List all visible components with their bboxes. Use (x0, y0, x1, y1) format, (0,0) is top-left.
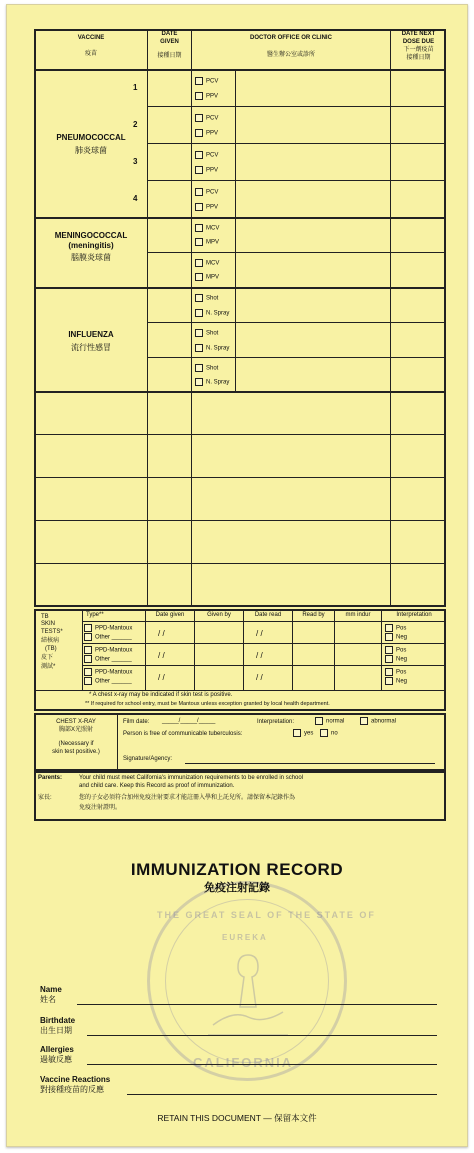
shot-checkbox[interactable] (195, 294, 203, 302)
pcv-checkbox[interactable] (195, 77, 203, 85)
document-title-zh: 免疫注射記錄 (204, 882, 270, 894)
signature-label: Signature/Agency: (123, 756, 173, 762)
vaccine-header-zh: 疫苗 (84, 51, 97, 57)
neg-checkbox[interactable] (385, 633, 393, 641)
tb-col-type: Type** (86, 612, 104, 618)
dose-number: 1 (133, 83, 138, 92)
tb-col-date-given: Date given (155, 612, 185, 618)
pcv-checkbox[interactable] (195, 151, 203, 159)
other-type-checkbox[interactable] (84, 677, 92, 685)
tb-col-mm-indur: mm indur (345, 612, 371, 618)
name-line[interactable] (77, 1004, 437, 1005)
abnormal-checkbox[interactable] (360, 717, 368, 725)
pos-checkbox[interactable] (385, 624, 393, 632)
next-dose-header: DATE NEXT (401, 31, 436, 37)
seal-top-text: THE GREAT SEAL OF THE STATE OF (157, 910, 376, 920)
tb-note-2: ** If required for school entry, must be Mantoux unless exception granted by local health department. (85, 701, 330, 707)
document-title: IMMUNIZATION RECORD (130, 860, 344, 879)
shot-checkbox[interactable] (195, 329, 203, 337)
tb-col-read-by: Read by (302, 612, 325, 618)
immunization-card: VACCINE 疫苗 DATE GIVEN 接種日期 DOCTOR OFFICE OR CLINIC 醫生辦公室或診所 DATE NEXT DOSE DUE 下一劑疫苗 接種日期 PNEUMOCOCCAL 肺炎球菌 1 2 3 4 PCV PPV PCV PPV PCV PPV PCV PPV MENINGOCOCCAL (meningitis) 腦膜炎球菌 MCV MPV MCV MPV INFLUENZA 流行性感冒 Shot N. Spray Shot N. Spray Shot N. Spray TB SKIN TESTS* 結核病 (TB) 皮下 測試* Type** Date given Given by Date read Read by mm indur Interpretation PPD-Mantoux Other ______ / / / / Pos Neg PPD-Mantoux Other ______ / / / / Pos Neg PPD-Mantoux Other ______ / / / / Pos Neg * A chest x-ray may be indicated if skin test is positive. ** If required for school entry, must be Mantoux unless exception granted by local health department. CHEST X-RAY 胸部X光照射 (Necessary if skin test positive.) Film date: _____/_____/_____ Interpretation: normal abnormal Person is free of communicable tuberculosis: yes no Signature/Agency: Parents: Your child must meet California's immunization requirements to be enrolled in school and child care. Keep this Record as proof of immunization. 家長: 您的子女必須符合加州免疫注射要求才能註冊入學和上託兒所。請保留本記錄作為 免疫注射證明。 THE GREAT SEAL OF THE STATE OF EUREKA CALIFORNIA IMMUNIZATION RECORD 免疫注射記錄 Name 姓名 Birthdate 出生日期 Allergies 過敏反應 Vaccine Reactions 對接種疫苗的反應 RETAIN THIS DOCUMENT — 保留本文件 (6, 4, 468, 1147)
date-given-slashes: / / (158, 673, 165, 682)
birthdate-label: Birthdate (40, 1016, 76, 1025)
nasal-spray-checkbox[interactable] (195, 378, 203, 386)
influenza-label: INFLUENZA (68, 330, 114, 339)
tb-label: TB (41, 614, 49, 620)
pos-checkbox[interactable] (385, 668, 393, 676)
tb-note-1: * A chest x-ray may be indicated if skin test is positive. (89, 692, 233, 698)
chest-xray-label: CHEST X-RAY (56, 719, 96, 725)
shot-checkbox[interactable] (195, 364, 203, 372)
parents-label: Parents: (38, 775, 63, 781)
other-type-checkbox[interactable] (84, 655, 92, 663)
allergies-line[interactable] (87, 1064, 437, 1065)
date-given-header: DATE (161, 31, 178, 37)
film-date-label: Film date: (123, 719, 150, 725)
ppv-checkbox[interactable] (195, 92, 203, 100)
dose-number: 3 (133, 157, 138, 166)
birthdate-line[interactable] (87, 1035, 437, 1036)
normal-checkbox[interactable] (315, 717, 323, 725)
mpv-checkbox[interactable] (195, 273, 203, 281)
dose-number: 2 (133, 120, 138, 129)
doctor-header: DOCTOR OFFICE OR CLINIC (250, 35, 332, 41)
ppv-checkbox[interactable] (195, 166, 203, 174)
date-given-slashes: / / (158, 651, 165, 660)
retain-notice: RETAIN THIS DOCUMENT — 保留本文件 (157, 1113, 317, 1123)
film-date-field[interactable]: _____/_____/_____ (162, 718, 216, 724)
vaccine-reactions-label: Vaccine Reactions (40, 1075, 111, 1084)
no-checkbox[interactable] (320, 729, 328, 737)
nasal-spray-checkbox[interactable] (195, 344, 203, 352)
tb-col-given-by: Given by (207, 612, 231, 618)
allergies-label: Allergies (40, 1045, 74, 1054)
seal-bottom-text: CALIFORNIA (193, 1055, 294, 1070)
pcv-checkbox[interactable] (195, 188, 203, 196)
date-given-slashes: / / (158, 629, 165, 638)
nasal-spray-checkbox[interactable] (195, 309, 203, 317)
mpv-checkbox[interactable] (195, 238, 203, 246)
neg-checkbox[interactable] (385, 677, 393, 685)
pneumococcal-label: PNEUMOCOCCAL (56, 133, 126, 142)
other-type-checkbox[interactable] (84, 633, 92, 641)
ppd-mantoux-checkbox[interactable] (84, 624, 92, 632)
ppd-mantoux-checkbox[interactable] (84, 668, 92, 676)
pcv-checkbox[interactable] (195, 114, 203, 122)
tb-free-label: Person is free of communicable tuberculosis: (123, 731, 243, 737)
ppd-mantoux-checkbox[interactable] (84, 646, 92, 654)
seal-figure-icon (203, 945, 293, 1045)
interpretation-label: Interpretation: (257, 719, 295, 725)
signature-line[interactable] (185, 763, 435, 764)
tb-col-interpretation: Interpretation (396, 612, 432, 618)
ppv-checkbox[interactable] (195, 203, 203, 211)
mcv-checkbox[interactable] (195, 259, 203, 267)
neg-checkbox[interactable] (385, 655, 393, 663)
date-read-slashes: / / (256, 673, 263, 682)
dose-number: 4 (133, 194, 138, 203)
vaccine-header: VACCINE (77, 35, 105, 41)
tb-col-date-read: Date read (254, 612, 282, 618)
name-label: Name (40, 985, 62, 994)
vaccine-reactions-line[interactable] (127, 1094, 437, 1095)
yes-checkbox[interactable] (293, 729, 301, 737)
mcv-checkbox[interactable] (195, 224, 203, 232)
date-read-slashes: / / (256, 629, 263, 638)
ppv-checkbox[interactable] (195, 129, 203, 137)
pos-checkbox[interactable] (385, 646, 393, 654)
date-read-slashes: / / (256, 651, 263, 660)
meningococcal-label: MENINGOCOCCAL (54, 231, 128, 240)
seal-motto: EUREKA (222, 933, 268, 942)
